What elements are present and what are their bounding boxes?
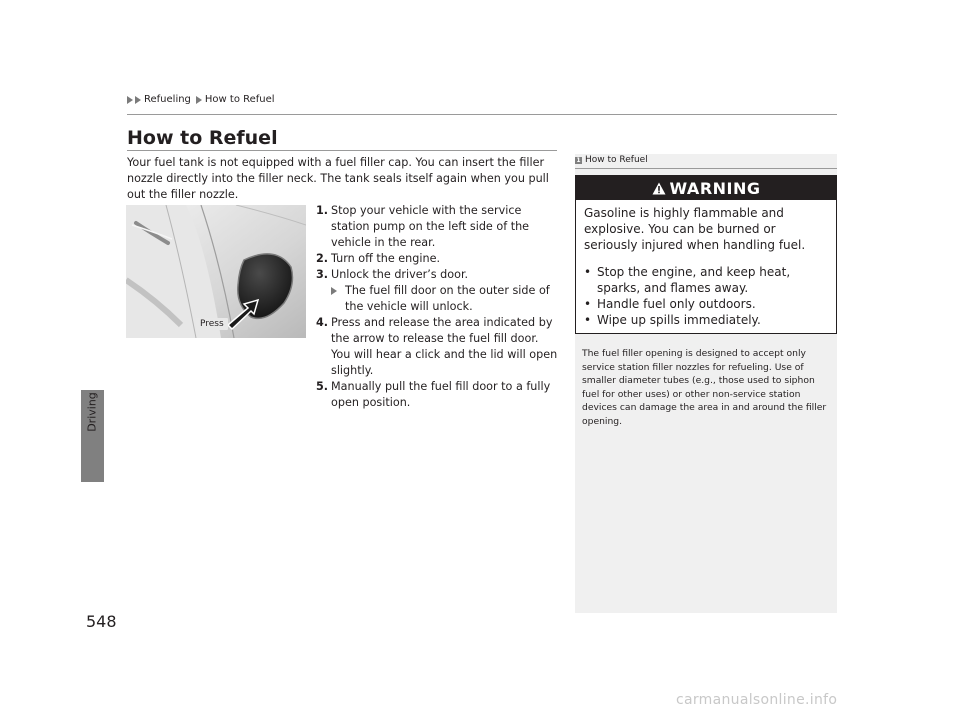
warning-text: Gasoline is highly flammable and explosive. You can be burned or seriously injured when handling fuel. — [584, 206, 806, 252]
warning-bullet: • Stop the engine, and keep heat, sparks, and flames away. — [584, 264, 830, 296]
result-arrow-icon — [331, 287, 337, 295]
step-number: 5. — [316, 380, 329, 393]
warning-box — [575, 175, 837, 334]
step-number: 3. — [316, 268, 329, 281]
step-text: Manually pull the fuel fill door to a fully open position. — [331, 380, 551, 409]
sidebar-note: The fuel filler opening is designed to accept only service station filler nozzles for refueling. Use of smaller diameter tubes (e.g., those used to siphon fuel for other uses) or other non-service station devices can damage the area in and around the filler opening. — [582, 348, 827, 427]
breadcrumb — [127, 94, 275, 105]
footer-watermark: carmanualsonline.info — [676, 692, 838, 708]
step-text: Unlock the driver’s door. — [331, 268, 469, 281]
warning-triangle-icon — [652, 182, 666, 195]
warning-heading: WARNING — [669, 178, 761, 198]
step-text: Turn off the engine. — [331, 252, 441, 265]
step-number: 4. — [316, 316, 329, 329]
section-tab-label: Driving — [85, 392, 99, 432]
breadcrumb-item-how-to-refuel[interactable]: How to Refuel — [204, 94, 275, 105]
sidebar-reference — [575, 155, 648, 165]
step-text: Press and release the area indicated by the arrow to release the fuel fill door. You will hear a click and the lid will open slightly. — [331, 316, 558, 377]
step-result-text: The fuel fill door on the outer side of the vehicle will unlock. — [345, 284, 550, 313]
warning-header — [576, 176, 836, 200]
reference-badge-icon: 1 — [576, 156, 581, 164]
breadcrumb-arrow-icon — [196, 96, 202, 104]
section-tab — [82, 392, 102, 432]
breadcrumb-arrow-icon — [135, 96, 141, 104]
sidebar-divider — [575, 168, 837, 169]
warning-bullets — [584, 264, 830, 328]
page-title: How to Refuel — [127, 127, 278, 149]
title-divider — [127, 150, 557, 151]
intro-paragraph: Your fuel tank is not equipped with a fuel filler cap. You can insert the filler nozzle directly into the filler neck. The tank seals itself again when you pull out the filler nozzle. — [127, 156, 549, 201]
press-callout-label: Press — [196, 318, 228, 330]
step-item — [316, 379, 560, 411]
breadcrumb-arrow-icon — [127, 96, 133, 104]
step-item — [316, 251, 560, 267]
step-result — [331, 283, 560, 315]
step-item — [316, 315, 560, 379]
step-text: Stop your vehicle with the service station pump on the left side of the vehicle in the rear. — [331, 204, 530, 249]
warning-bullet: • Wipe up spills immediately. — [584, 312, 830, 328]
refuel-steps — [316, 203, 560, 411]
step-number: 2. — [316, 252, 329, 265]
warning-bullet: • Handle fuel only outdoors. — [584, 296, 830, 312]
header-divider — [127, 114, 837, 115]
step-number: 1. — [316, 204, 329, 217]
step-item — [316, 203, 560, 251]
sidebar-reference-title: How to Refuel — [585, 155, 648, 165]
page-number: 548 — [86, 612, 117, 631]
breadcrumb-item-refueling[interactable]: Refueling — [144, 94, 191, 105]
step-item — [316, 267, 560, 315]
